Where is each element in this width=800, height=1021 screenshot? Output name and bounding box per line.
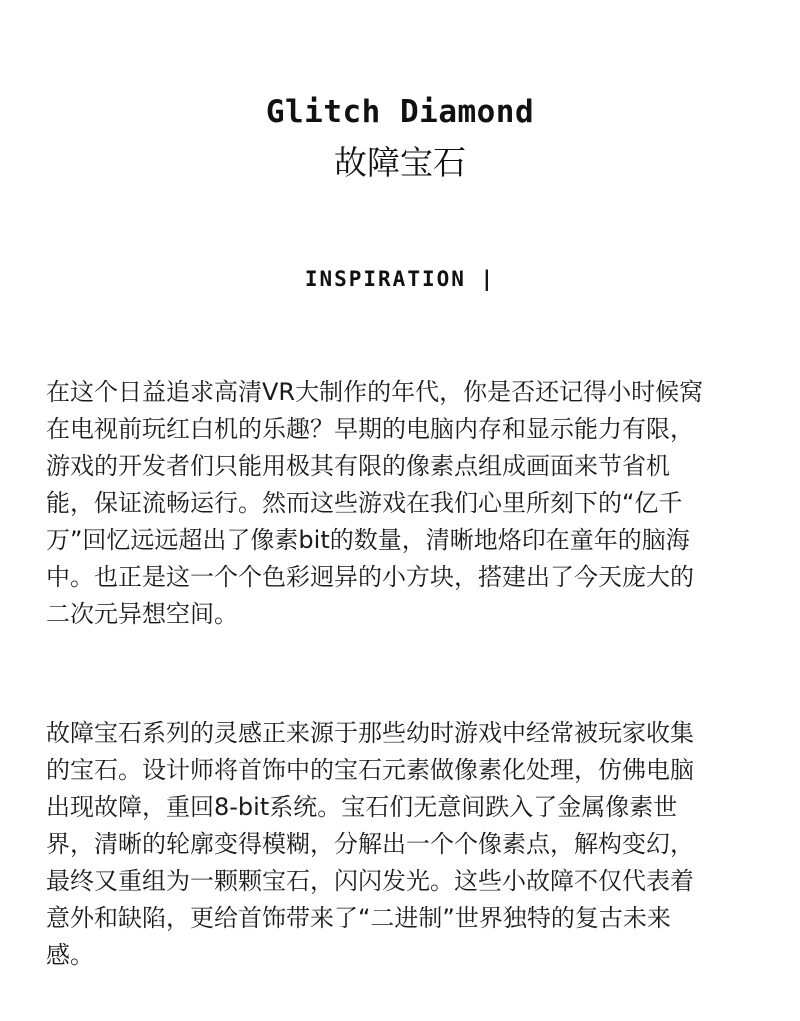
paragraph-2-line: 故障宝石系列的灵感正来源于那些幼时游戏中经常被玩家收集 [46,719,694,747]
paragraph-1-line: 中。也正是这一个个色彩迥异的小方块，搭建出了今天庞大的 [46,563,694,591]
paragraph-1-line: 二次元异想空间。 [46,600,238,628]
title-chinese: 故障宝石 [334,143,466,182]
paragraph-2 [46,715,758,974]
paragraph-1-line: 在电视前玩红白机的乐趣？早期的电脑内存和显示能力有限， [46,415,694,443]
title-english: Glitch Diamond [265,94,535,130]
section-heading-inspiration: INSPIRATION | [304,267,496,291]
paragraph-2-line: 的宝石。设计师将首饰中的宝石元素做像素化处理，仿佛电脑 [46,756,694,784]
paragraph-2-line: 最终又重组为一颗颗宝石，闪闪发光。这些小故障不仅代表着 [46,867,694,895]
paragraph-2-line: 出现故障，重回8-bit系统。宝石们无意间跌入了金属像素世 [46,793,678,821]
paragraph-1-line: 能，保证流畅运行。然而这些游戏在我们心里所刻下的“亿千 [46,489,683,517]
paragraph-2-line: 意外和缺陷，更给首饰带来了“二进制”世界独特的复古未来 [46,904,671,932]
paragraph-2-line: 感。 [46,941,94,969]
paragraph-1 [46,374,758,633]
paragraph-1-line: 万”回忆远远超出了像素bit的数量，清晰地烙印在童年的脑海 [46,526,690,554]
paragraph-1-line: 在这个日益追求高清VR大制作的年代，你是否还记得小时候窝 [46,378,704,406]
paragraph-1-line: 游戏的开发者们只能用极其有限的像素点组成画面来节省机 [46,452,670,480]
paragraph-2-line: 界，清晰的轮廓变得模糊，分解出一个个像素点，解构变幻， [46,830,694,858]
